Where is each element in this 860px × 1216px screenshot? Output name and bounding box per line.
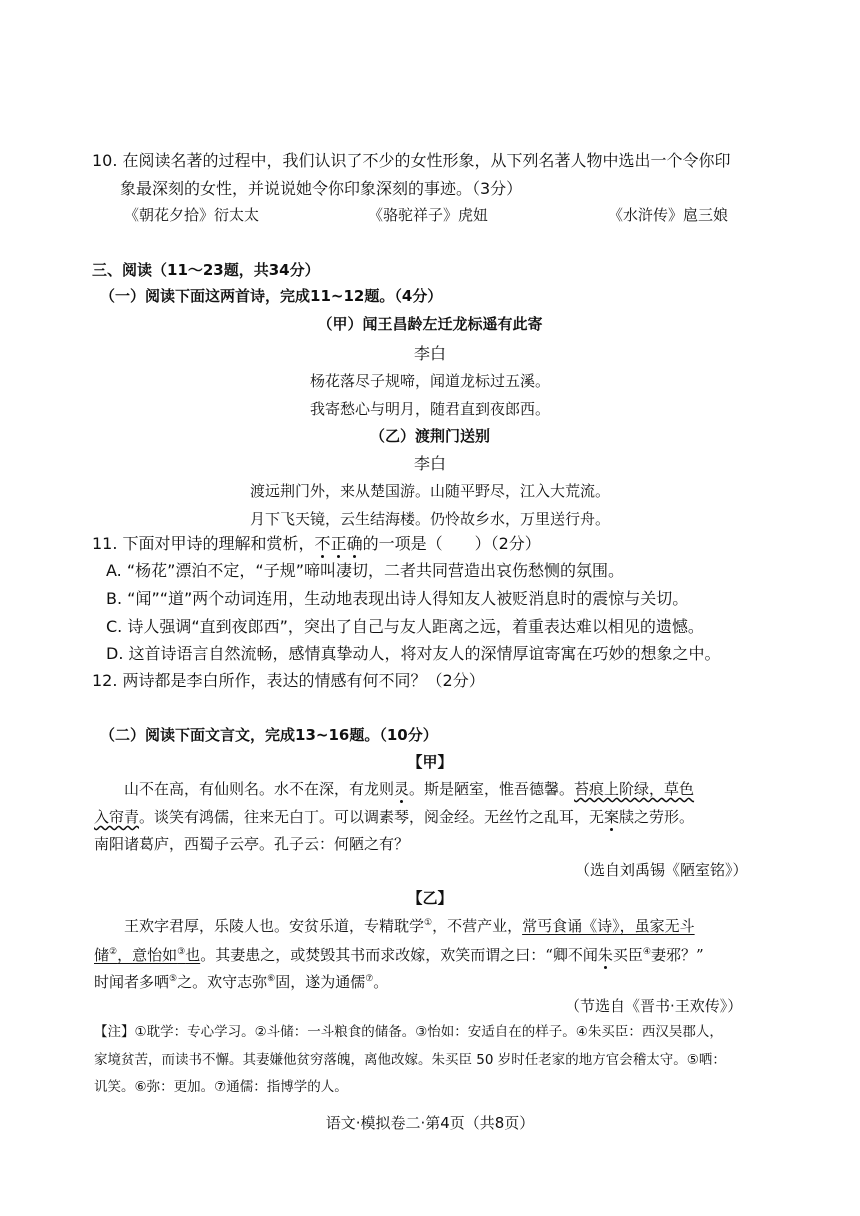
poem-b-line1: 渡远荆门外，来从楚国游。山随平野尽，江入大荒流。	[249, 482, 610, 500]
q10-option-c: 《水浒传》扈三娘	[608, 206, 729, 224]
part2-heading: （二）阅读下面文言文，完成13~16题。（10分）	[100, 726, 438, 744]
poem-a-line2: 我寄愁心与明月，随君直到夜郎西。	[309, 400, 550, 418]
q11-option-a: A. “杨花”漂泊不定，“子规”啼叫凄切，二者共同营造出哀伤愁恻的氛围。	[106, 561, 624, 580]
poem-b-line2: 月下飞天镜，云生结海楼。仍怜故乡水，万里送行舟。	[249, 510, 610, 528]
text-a-label: 【甲】	[407, 753, 453, 771]
text-a-line1: 山不在高，有仙则名。水不在深，有龙则灵。斯是陋室，惟吾德馨。苔痕上阶绿，草色	[124, 780, 695, 798]
text-b-source: （节选自《晋书·王欢传》）	[565, 997, 743, 1015]
notes-line2: 家境贫苦，而读书不懈。其妻嫌他贫穷落魄，离他改嫁。朱买臣 50 岁时任老家的地方官会稽太守。⑤哂：	[94, 1052, 726, 1068]
text-a-source: （选自刘禹锡《陋室铭》）	[575, 861, 748, 879]
q11-stem: 11. 下面对甲诗的理解和赏析，不正确的一项是（ ）（2分）	[92, 534, 541, 553]
q10-option-a: 《朝花夕拾》衍太太	[124, 206, 260, 224]
q11-option-c: C. 诗人强调“直到夜郎西”，突出了自己与友人距离之远，着重表达难以相见的遗憾。	[106, 617, 704, 636]
q10-line2: 象最深刻的女性，并说说她令你印象深刻的事迹。（3分）	[120, 179, 523, 198]
notes-line1: 【注】①耽学：专心学习。②斗储：一斗粮食的储备。③怡如：安适自在的样子。④朱买臣：西汉吴郡人，	[94, 1024, 723, 1040]
text-a-line2: 入帘青。谈笑有鸿儒，往来无白丁。可以调素琴，阅金经。无丝竹之乱耳，无案牍之劳形。	[94, 808, 695, 826]
text-b-label: 【乙】	[407, 889, 453, 907]
text-a-line3: 南阳诸葛庐，西蜀子云亭。孔子云：何陋之有？	[94, 835, 410, 853]
text-b-line2: 储②，意怡如③也。其妻患之，或焚毁其书而求改嫁，欢笑而谓之曰：“卿不闻朱买臣④妻邪？”	[94, 946, 704, 964]
q10-option-b: 《骆驼祥子》虎妞	[368, 206, 489, 224]
q11-option-b: B. “闻”“道”两个动词连用，生动地表现出诗人得知友人被贬消息时的震惊与关切。	[106, 589, 689, 608]
poem-b-title: （乙）渡荆门送别	[369, 427, 490, 445]
section3-heading: 三、阅读（11～23题，共34分）	[92, 261, 320, 279]
text-b-line1: 王欢字君厚，乐陵人也。安贫乐道，专精耽学①，不营产业，常丐食诵《诗》，虽家无斗	[124, 917, 695, 935]
poem-b-author: 李白	[413, 454, 446, 473]
page-footer: 语文·模拟卷二·第4页（共8页）	[325, 1114, 535, 1132]
q12-stem: 12. 两诗都是李白所作，表达的情感有何不同？（2分）	[92, 671, 485, 690]
q10-line1: 10. 在阅读名著的过程中，我们认识了不少的女性形象，从下列名著人物中选出一个令你印	[92, 151, 731, 170]
poem-a-line1: 杨花落尽子规啼，闻道龙标过五溪。	[309, 372, 550, 390]
poem-a-author: 李白	[413, 344, 446, 363]
poem-a-title: （甲）闻王昌龄左迁龙标遥有此寄	[317, 315, 543, 333]
notes-line3: 讥笑。⑥弥：更加。⑦通儒：指博学的人。	[94, 1079, 348, 1095]
part1-heading: （一）阅读下面这两首诗，完成11~12题。（4分）	[100, 287, 443, 305]
text-b-line3: 时闻者多哂⑤之。欢守志弥⑥固，遂为通儒⑦。	[94, 973, 389, 991]
q11-option-d: D. 这首诗语言自然流畅，感情真挚动人，将对友人的深情厚谊寄寓在巧妙的想象之中。	[106, 644, 721, 663]
